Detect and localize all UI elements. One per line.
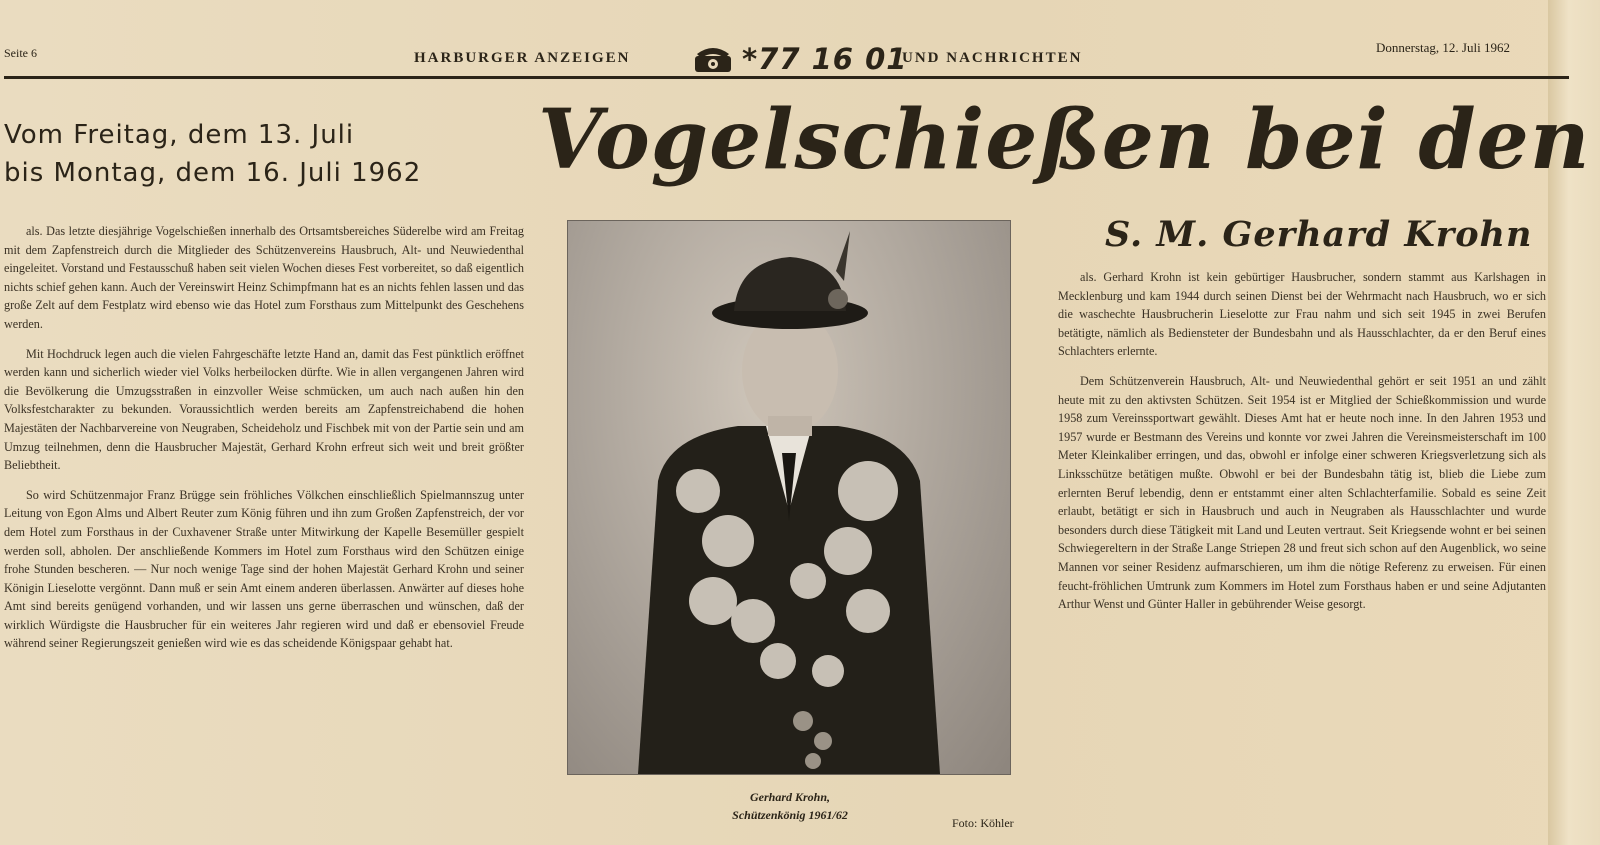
paragraph: Mit Hochdruck legen auch die vielen Fahrgeschäfte letzte Hand an, damit das Fest pünktlich eröffnet werden kann und sicherlich wieder viel Volks herbeilocken dürfte. Wie in allen vergangenen Jahren wird die Bevölkerung die Umzugsstraßen in einzvoller Weise schmücken, um auch nach außen hin den Volksfestcharakter zu bekunden. Voraussichtlich werden bereits am Zapfenstreichabend die hohen Majestäten der Nachbarvereine von Neugraben, Scheideholz und Fischbek mit von der Partie sein und am Umzug teilnehmen, denn die Hausbrucher Majestät, Gerhard Krohn erfreut sich weit und breit größter Beliebtheit. [4, 346, 524, 473]
masthead-rule [4, 76, 1569, 79]
issue-date: Donnerstag, 12. Juli 1962 [1376, 40, 1510, 55]
photo-portrait [567, 220, 1011, 775]
telephone-icon [693, 42, 733, 78]
paragraph: Dem Schützenverein Hausbruch, Alt- und Neuwiedenthal gehört er seit 1951 an und zählt heute mit zu den aktivsten Schützen. Seit 1954 ist er Mitglied der Schießkommission und wurde 1958 zum Vereinssportwart gewählt. Dieses Amt hat er heute noch inne. In den Jahren 1953 und 1957 wurde er Bestmann des Vereins und konnte vor zwei Jahren die Vereinsmeisterschaft im 100 Meter Kleinkaliber erringen, und das, obwohl er infolge einer schweren Kriegsverletzung sich als Linksschütze betätigen mußte. Obwohl er bei der Bundesbahn tätig ist, blieb die Liebe zum erlernten Beruf lebendig, denn er entstammt einer alten Schlachterfamilie. Sobald es seine Zeit erlaubt, betätigt er sich in Hausbruch und auch in Neugraben als Hausschlachter und wurde besonders durch diese Tätigkeit mit Land und Leuten vertraut. Seit Kriegsende wohnt er bei seinen Schwiegereltern in der Straße Lange Striepen 28 und freut sich schon auf den Augenblick, wo seine Mannen vor seiner Residenz aufmarschieren, um ihm die nötige Referenz zu erweisen. Für einen feucht-fröhlichen Umtrunk zum Kommers im Hotel zum Forsthaus haben er und seine Adjutanten Arthur Wenst und Günter Haller in gebührender Weise gesorgt. [1058, 373, 1546, 612]
paragraph: als. Das letzte diesjährige Vogelschießen innerhalb des Ortsamtsbereiches Süderelbe wird am Freitag mit dem Zapfenstreich durch die Mitglieder des Schützenvereins Hausbruch, Alt- und Neuwiedenthal eingeleitet. Vorstand und Festausschuß haben seit vielen Wochen dieses Fest vorbereitet, so daß eigentlich nichts schief gehen kann. Auch der Vereinswirt Heinz Schimpfmann hat es an nichts fehlen lassen und das große Zelt auf dem Festplatz wird ebenso wie das Hotel zum Forsthaus zum Mittelpunkt des Geschehens werden. [4, 224, 524, 331]
phone-number: *77 16 01 [742, 42, 908, 76]
paper-name-right: UND NACHRICHTEN [902, 50, 1083, 66]
caption-line1: Gerhard Krohn, [749, 790, 831, 804]
event-dates-line1: Vom Freitag, dem 13. Juli [4, 120, 355, 150]
event-dates-line2: bis Montag, dem 16. Juli 1962 [4, 158, 422, 188]
masthead [0, 40, 1570, 76]
photo-caption [670, 788, 910, 824]
photo-credit: Foto: Köhler [952, 816, 1014, 830]
paragraph: So wird Schützenmajor Franz Brügge sein fröhliches Völkchen einschließlich Spielmannszug unter Leitung von Egon Alms und Albert Reuter zum König führen und ihn zum Großen Zapfenstreich, der vor dem Hotel zum Forsthaus in der Cuxhavener Straße unter Mitwirkung der Kapelle Besemüller gespielt werden soll, abholen. Der anschließende Kommers im Hotel zum Forsthaus wird den Schützen einige frohe Stunden bescheren. — Nur noch wenige Tage sind der hohen Majestät Gerhard Krohn und seiner Königin Lieselotte vergönnt. Dann muß er sein Amt einem anderen überlassen. Anwärter auf dieses hohe Amt sind bereits genügend vorhanden, und wir lassen uns gerne überraschen und wünschen, daß der wirklich Würdigste die Hausbrucher für ein weiteres Jahr regieren wird und daß er ebensoviel Freude während seiner Regierungszeit genießen wird wie es das scheidende Königspaar gehabt hat. [4, 487, 524, 651]
paper-name-left: HARBURGER ANZEIGEN [414, 50, 631, 66]
paragraph: als. Gerhard Krohn ist kein gebürtiger Hausbrucher, sondern stammt aus Karlshagen in Mecklenburg und kam 1944 durch seinen Dienst bei der Wehrmacht nach Hausbruch, wo er sich die waschechte Hausbrucherin Lieselotte zur Frau nahm und sich seit 1945 in zwei Berufen betätigte, nämlich als Bediensteter der Bundesbahn und als Hausschlachter, da er den Beruf eines Schlachters erlernte. [1058, 270, 1546, 359]
page-number: Seite 6 [4, 46, 37, 60]
left-column [4, 222, 524, 664]
right-column [1058, 268, 1546, 625]
headline: Vogelschießen bei den [538, 92, 1591, 188]
caption-line2: Schützenkönig 1961/62 [732, 808, 848, 822]
byline: S. M. Gerhard Krohn [1105, 214, 1533, 255]
event-dates [4, 116, 421, 192]
portrait-illustration [568, 221, 1010, 774]
